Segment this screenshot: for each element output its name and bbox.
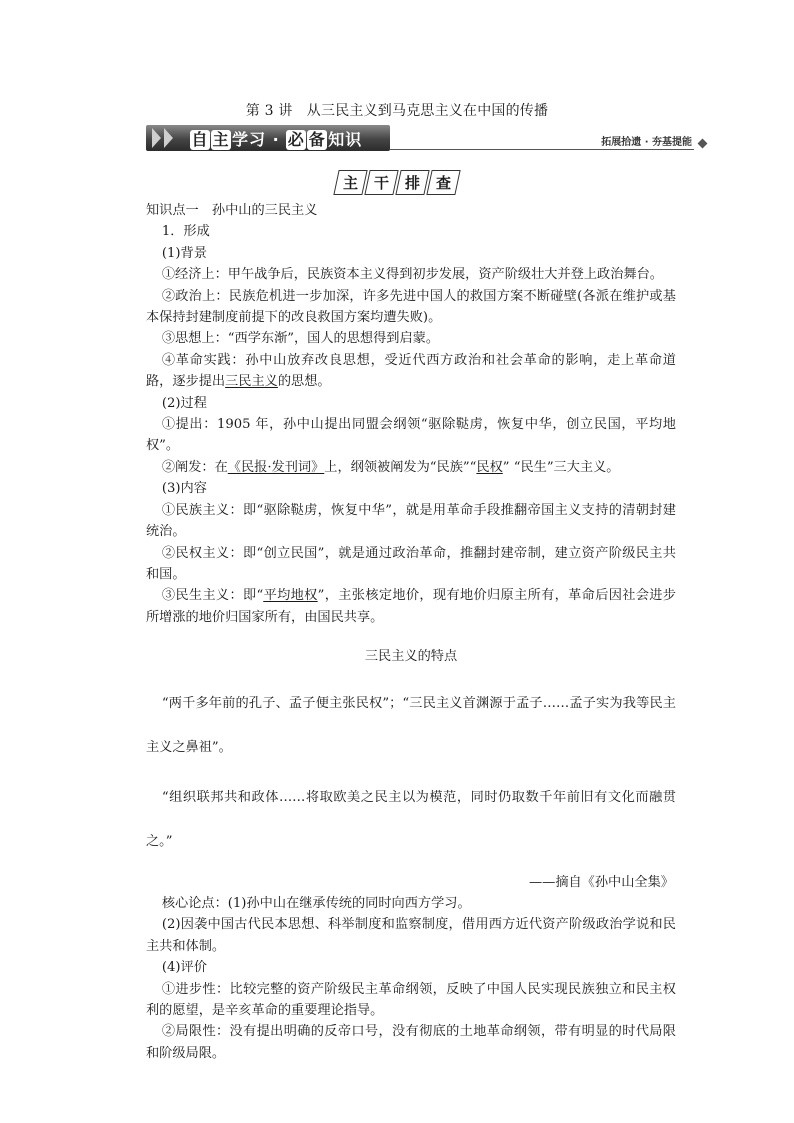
core-argument-1: 核心论点：(1)孙中山在继承传统的同时向西方学习。 [161,895,471,911]
formation-heading: 1．形成 [161,224,210,240]
feature-quote-1: “两千多年前的孔子、孟子便主张民权”；“三民主义首渊源于孟子……孟子实为我等民主主义之鼻祖”。 [146,695,676,755]
content-democracy: ②民权主义：即“创立民国”，就是通过政治革命，推翻封建帝制，建立资产阶级民主共和国。 [146,545,676,582]
section-banner [146,124,710,152]
background-practice: ④革命实践：孙中山放弃改良思想，受近代西方政治和社会革命的影响，走上革命道路，逐步提出三民主义的思想。 [146,352,676,390]
banner-rule [390,149,694,150]
process-heading: (2)过程 [161,395,207,411]
evaluation-progressive: ①进步性：比较完整的资产阶级民主革命纲领，反映了中国人民实现民族独立和民主权利的愿望，是辛亥革命的重要理论指导。 [146,981,676,1018]
banner-title: 自 主 学习 · 必 备 知识 [191,130,363,149]
background-politics: ②政治上：民族危机进一步加深，许多先进中国人的救国方案不断碰壁(各派在维护或基本保持封建制度前提下的改良救国方案均遭失败)。 [146,288,676,326]
quote-source: ——摘自《孙中山全集》 [528,874,674,890]
content-livelihood: ③民生主义：即“平均地权”，主张核定地价，现有地价归原主所有，革命后因社会进步所增涨的地价归国家所有，由国民共享。 [146,588,676,625]
background-economy: ①经济上：甲午战争后，民族资本主义得到初步发展，资产阶级壮大并登上政治舞台。 [161,267,663,283]
feature-quote-2: “组织联邦共和政体……将取欧美之民主以为模范，同时仍取数千年前旧有文化而融贯之。” [146,789,676,849]
chevron-right-icon [152,128,161,148]
evaluation-limitation: ②局限性：没有提出明确的反帝口号，没有彻底的土地革命纲领，带有明显的时代局限和阶级局限。 [146,1024,676,1061]
process-proposal: ①提出：1905 年，孙中山提出同盟会纲领“驱除鞑虏，恢复中华，创立民国，平均地权”。 [146,417,676,454]
content-heading: (3)内容 [161,481,207,497]
core-argument-2: (2)因袭中国古代民本思想、科举制度和监察制度，借用西方近代资产阶级政治学说和民主共和体制。 [146,917,676,954]
chevron-right-icon [164,128,173,148]
evaluation-heading: (4)评价 [161,960,207,976]
content-nationalism: ①民族主义：即“驱除鞑虏，恢复中华”，就是用革命手段推翻帝国主义支持的清朝封建统治。 [146,502,676,540]
background-thought: ③思想上：“西学东渐”，国人的思想得到启蒙。 [161,331,440,347]
feature-box-title: 三民主义的特点 [364,649,458,665]
process-elaboration: ②阐发：在《民报·发刊词》上，纲领被阐发为“民族”“民权” “民生”三大主义。 [161,459,620,475]
page-title: 第 3 讲 从三民主义到马克思主义在中国的传播 [245,103,549,119]
diamond-icon [698,139,708,149]
background-heading: (1)背景 [161,245,207,261]
main-content [146,200,676,1064]
knowledge-point-heading: 知识点一 孙中山的三民主义 [146,203,318,218]
subsection-heading: 主 干 排 查 [0,170,794,195]
banner-subtitle: 拓展拾遗 · 夯基提能 [601,137,692,148]
